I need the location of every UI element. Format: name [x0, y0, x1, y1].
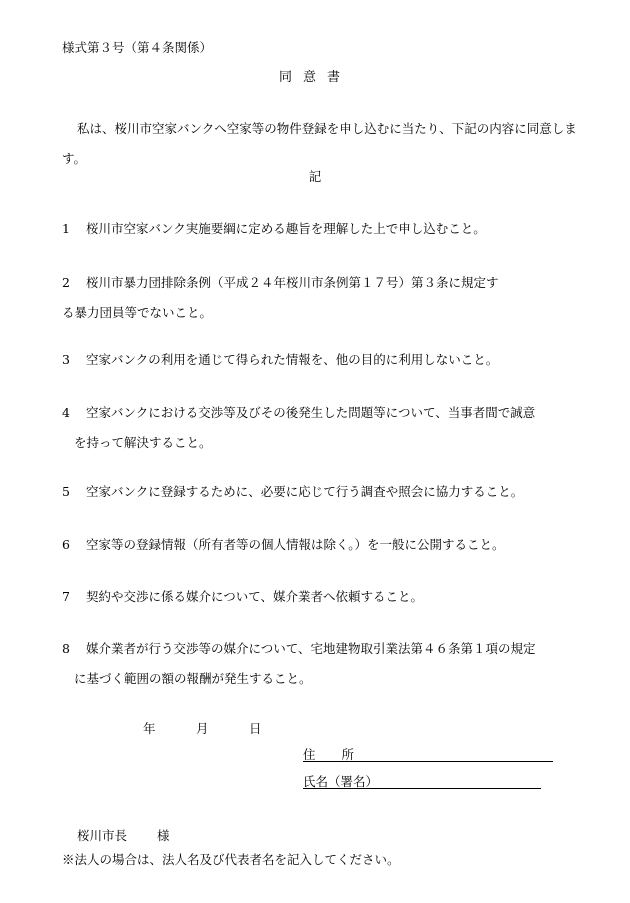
- item-text: 空家等の登録情報（所有者等の個人情報は除く。）を一般に公開すること。: [86, 537, 505, 552]
- item-number: 2: [62, 275, 70, 290]
- footnote: ※法人の場合は、法人名及び代表者名を記入してください。: [62, 852, 400, 867]
- item-text: 契約や交渉に係る媒介について、媒介業者へ依頼すること。: [86, 589, 424, 604]
- page-title: 同意書: [278, 70, 351, 85]
- item-text-cont: に基づく範囲の額の報酬が発生すること。: [74, 671, 312, 686]
- honorific: 様: [157, 828, 170, 843]
- consent-item-4: [62, 398, 582, 458]
- consent-item-8: [62, 634, 582, 694]
- item-text: 空家バンクに登録するために、必要に応じて行う調査や照会に協力すること。: [86, 484, 524, 499]
- item-text: 桜川市空家バンク実施要綱に定める趣旨を理解した上で申し込むこと。: [86, 221, 486, 236]
- name-signature-field[interactable]: [303, 772, 541, 789]
- item-number: 1: [62, 221, 70, 236]
- consent-item-1: [62, 214, 582, 244]
- item-number: 3: [62, 352, 70, 367]
- item-text: 空家バンクにおける交渉等及びその後発生した問題等について、当事者間で誠意: [86, 405, 536, 420]
- item-text: 媒介業者が行う交渉等の媒介について、宅地建物取引業法第４６条第１項の規定: [86, 641, 536, 656]
- consent-item-2: [62, 268, 582, 328]
- item-text: 桜川市暴力団排除条例（平成２４年桜川市条例第１７号）第３条に規定す: [86, 275, 499, 290]
- consent-item-5: [62, 477, 582, 507]
- intro-text: 私は、桜川市空家バンクへ空家等の物件登録を申し込むに当たり、下記の内容に同意します。: [62, 121, 577, 166]
- date-day: 日: [249, 721, 262, 736]
- consent-item-3: [62, 345, 582, 375]
- address-label-2: 所: [341, 747, 355, 762]
- item-text-cont: る暴力団員等でないこと。: [62, 305, 213, 320]
- item-number: 6: [62, 537, 70, 552]
- consent-item-7: [62, 582, 582, 612]
- item-text-cont: を持って解決すること。: [74, 435, 212, 450]
- addressee: [77, 826, 170, 844]
- address-label: 住: [303, 747, 316, 762]
- date-month: 月: [196, 721, 209, 736]
- ki-heading: 記: [308, 169, 322, 184]
- name-label: 氏名（署名）: [303, 774, 379, 789]
- item-text: 空家バンクの利用を通じて得られた情報を、他の目的に利用しないこと。: [86, 352, 499, 367]
- item-number: 8: [62, 641, 70, 656]
- item-number: 4: [62, 405, 70, 420]
- addressee-name: 桜川市長: [77, 828, 128, 843]
- consent-item-6: [62, 530, 582, 560]
- item-number: 5: [62, 484, 70, 499]
- form-number: 様式第３号（第４条関係）: [62, 40, 213, 55]
- address-field[interactable]: [303, 745, 553, 762]
- date-field[interactable]: [143, 719, 262, 737]
- date-year: 年: [143, 721, 156, 736]
- item-number: 7: [62, 589, 70, 604]
